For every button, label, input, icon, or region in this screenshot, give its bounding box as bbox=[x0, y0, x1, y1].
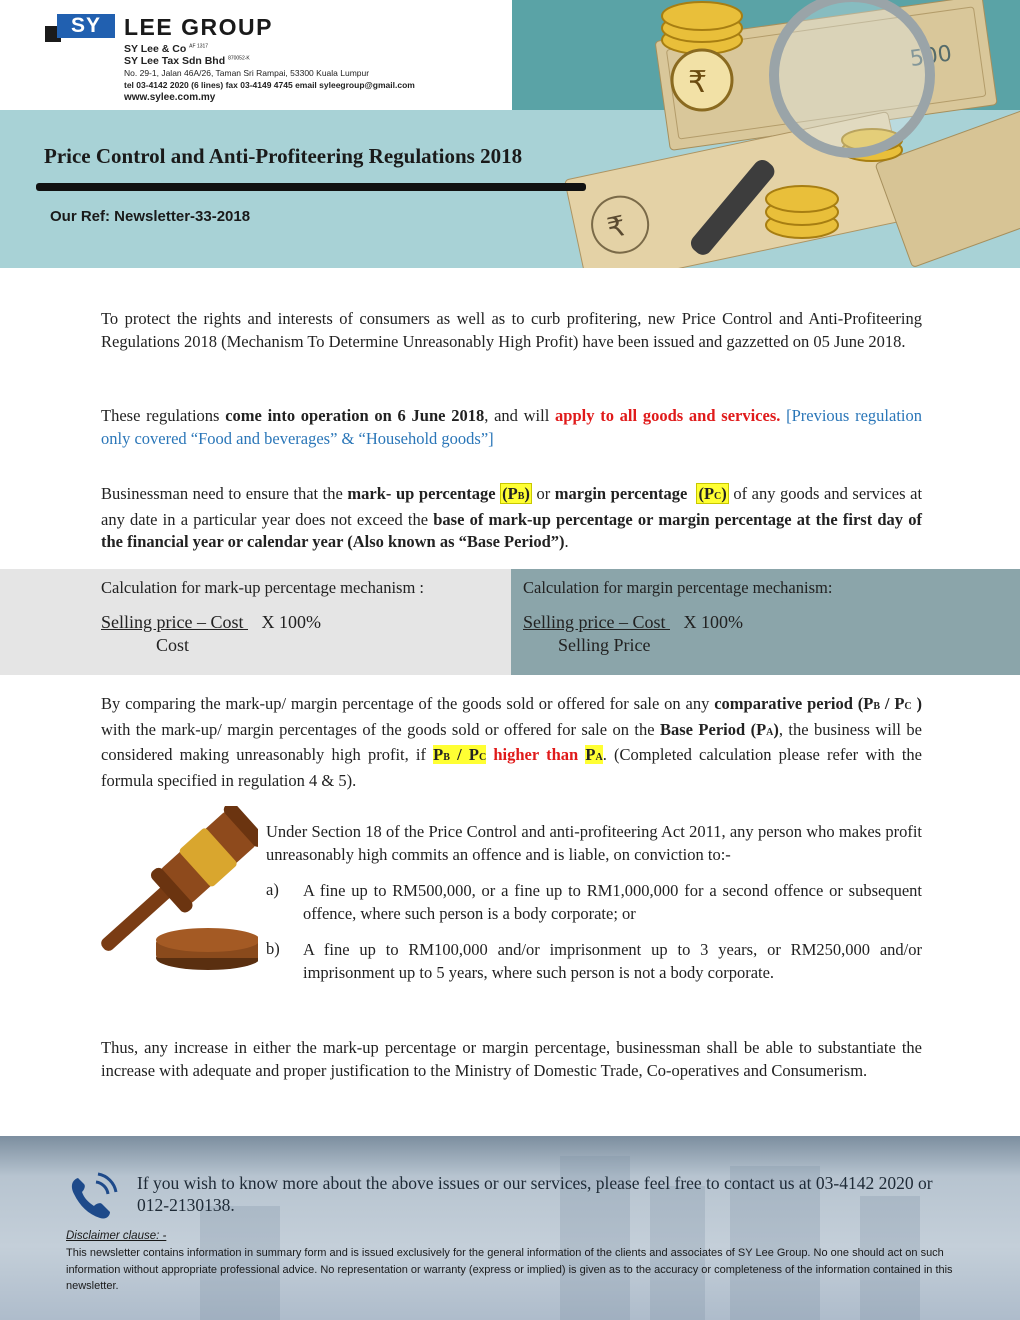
disclaimer-heading: Disclaimer clause: - bbox=[66, 1230, 167, 1242]
offence-intro: Under Section 18 of the Price Control and anti-profiteering Act 2011, any person who makes profit unreasonably high commits an offence and is liable, on conviction to:- bbox=[266, 822, 922, 864]
conclusion-paragraph: Thus, any increase in either the mark-up percentage or margin percentage, businessman shall be able to substantiate the increase with adequate and proper justification to the Ministry of Domestic Trade, Co-operatives and Consumerism. bbox=[101, 1038, 922, 1080]
markup-calc-heading: Calculation for mark-up percentage mechanism : bbox=[101, 578, 424, 597]
document-title: Price Control and Anti-Profiteering Regulations 2018 bbox=[44, 144, 523, 168]
pb-pc-highlight: PB / PC bbox=[433, 745, 487, 765]
logo-mark: SY bbox=[57, 14, 115, 38]
intro-paragraph: To protect the rights and interests of consumers as well as to curb profitering, new Price Control and Anti-Profiteering Regulations 2018 (Mechanism To Determine Unreasonably High Profit) have been issued and gazzetted on 05 June 2018. bbox=[101, 309, 922, 351]
pa-highlight: PA bbox=[585, 745, 603, 765]
offence-item-b-mark: b) bbox=[266, 939, 280, 958]
margin-calc-heading: Calculation for margin percentage mechanism: bbox=[523, 578, 833, 597]
offence-item-a-mark: a) bbox=[266, 880, 279, 899]
pc-highlight: (PC) bbox=[698, 484, 727, 503]
reference-number: Our Ref: Newsletter-33-2018 bbox=[50, 208, 251, 225]
company-website: www.sylee.com.my bbox=[124, 92, 216, 103]
offence-item-b: A fine up to RM100,000 and/or imprisonment up to 3 years, or RM250,000 and/or imprisonment up to 5 years, where such person is not a body corporate. bbox=[303, 940, 922, 982]
markup-calculation-box bbox=[0, 569, 511, 675]
company-line-1: SY Lee & Co $^{AF 1317}$ bbox=[124, 43, 209, 55]
contact-text: If you wish to know more about the above issues or our services, please feel free to contact us at 03-4142 2020 or 012-2130138. bbox=[137, 1173, 933, 1215]
margin-calculation-box bbox=[511, 569, 1020, 675]
margin-formula: Selling price – Cost X 100% bbox=[523, 612, 743, 632]
requirement-paragraph: Businessman need to ensure that the mark- up percentage (PB) or margin percentage (PC) of any goods and services at any date in a particular year does not exceed the base of mark-up percentage or margin percentage at the first day of the financial year or calendar year (Also known as “Base Period”). bbox=[101, 484, 923, 552]
margin-denominator: Selling Price bbox=[558, 635, 651, 655]
comparison-paragraph: By comparing the mark-up/ margin percentage of the goods sold or offered for sale on any comparative period (PB / PC ) with the mark-up/ margin percentages of the goods sold or offered for sale on the Base Period (PA), the business will be considered making unreasonably high profit, if PB / PC higher than PA. (Completed calculation please refer with the formula specified in regulation 4 & 5). bbox=[101, 694, 923, 791]
header-money-illustration bbox=[512, 0, 1020, 268]
svg-text:₹: ₹ bbox=[604, 208, 629, 245]
pb-highlight: (PB) bbox=[502, 484, 530, 503]
disclaimer-text: This newsletter contains information in summary form and is issued exclusively for the general information of the clients and associates of SY Lee Group. No one should act on such information without appropriate professional advice. No representation or warranty (express or implied) is given as to the accuracy or completeness of the information contained in this newsletter. bbox=[66, 1247, 953, 1292]
svg-text:₹: ₹ bbox=[688, 65, 708, 100]
gavel-icon bbox=[88, 806, 258, 976]
money-magnifier-image bbox=[512, 0, 1020, 268]
phone-icon bbox=[68, 1172, 120, 1222]
operation-paragraph: These regulations come into operation on 6 June 2018, and will apply to all goods and services. [Previous regulation only covered “Food and beverages” & “Household goods”] bbox=[101, 406, 922, 448]
company-contact-line: tel 03-4142 2020 (6 lines) fax 03-4149 4745 email syleegroup@gmail.com bbox=[124, 80, 415, 90]
title-underline bbox=[36, 183, 586, 191]
markup-formula: Selling price – Cost X 100% bbox=[101, 612, 321, 632]
company-logo bbox=[45, 14, 117, 40]
company-name: LEE GROUP bbox=[124, 14, 273, 40]
company-address: No. 29-1, Jalan 46A/26, Taman Sri Rampai, 53300 Kuala Lumpur bbox=[124, 68, 370, 78]
offence-item-a: A fine up to RM500,000, or a fine up to RM1,000,000 for a second offence or subsequent offence, where such person is a body corporate; or bbox=[303, 881, 922, 923]
markup-denominator: Cost bbox=[156, 635, 190, 655]
company-line-2: SY Lee Tax Sdn Bhd $^{870052-K}$ bbox=[124, 55, 250, 67]
